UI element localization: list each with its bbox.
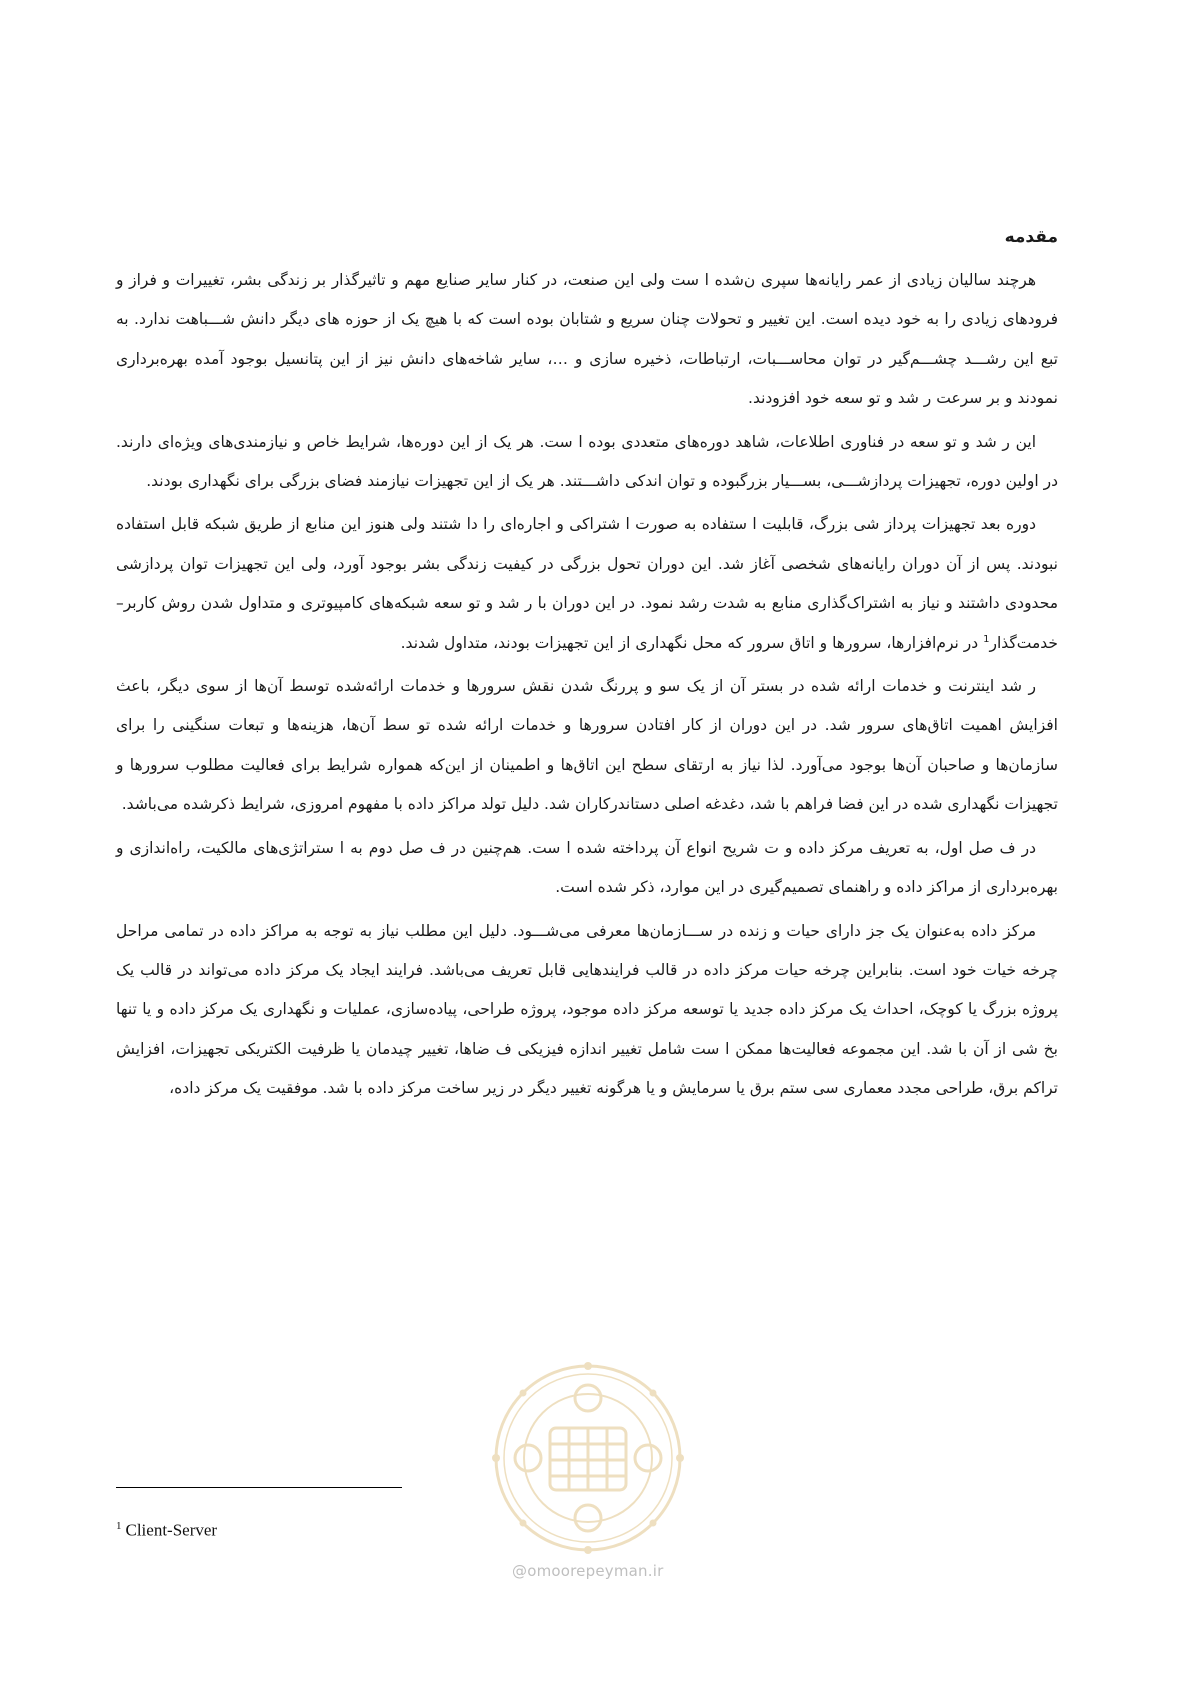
paragraph-text-continued: در نرم‌افزارها، سرورها و اتاق سرور که محل نگهداری از این تجهیزات بودند، متداول شدند. <box>400 633 984 652</box>
paragraph-text: مرکز داده به‌عنوان یک جز دارای حیات و زنده در ســـازمان‌ها معرفی می‌شـــود. دلیل این مطلب نیاز به توجه به مراکز داده در تمامی مراحل چرخه خیات خود است. بنابراین چرخه حیات مرکز داده در قالب فرایندهایی قابل تعریف می‌باشد. فرایند ایجاد یک مرکز داده می‌تواند در قالب یک پروژه بزرگ یا کوچک، احداث یک مرکز داده جدید یا توسعه مرکز داده موجود، پروژه طراحی، پیاده‌سازی، عملیات و نگهداری یک مرکز داده و یا تنها بخ شی از آن با شد. این مجموعه فعالیت‌ها ممکن ا ست شامل تغییر اندازه فیزیکی ف ضاها، تغییر چیدمان یا ظرفیت الکتریکی تجهیزات، افزایش تراکم برق، طراحی مجدد معماری سی ستم برق یا سرمایش و یا هرگونه تغییر دیگر در زیر ساخت مرکز داده با شد. موفقیت یک مرکز داده، <box>116 921 1058 1098</box>
paragraph-text: در ف صل اول، به تعریف مرکز داده و ت شریح انواع آن پرداخته شده ا ست. هم‌چنین در ف صل دوم به ا ستراتژی‌های مالکیت، راه‌اندازی و بهره‌برداری از مراکز داده و راهنمای تصمیم‌گیری در این موارد، ذکر شده است. <box>116 838 1058 897</box>
paragraph-text: دوره بعد تجهیزات پرداز شی بزرگ، قابلیت ا ستفاده به صورت ا شتراکی و اجاره‌ای را دا شتند ولی هنوز این منابع از طریق شبکه قابل استفاده نبودند. پس از آن دوران رایانه‌های شخصی آغاز شد. این دوران تحول بزرگی در کیفیت زندگی بشر بوجود آورد، ولی این تجهیزات توان پردازشی محدودی داشتند و نیاز به اشتراک‌گذاری منابع به شدت رشد نمود. در این دوران با ر شد و تو سعه شبکه‌های کامپیوتری و متداول شدن روش کاربر–خدمت‌گذار <box>116 515 1058 652</box>
paragraph <box>116 829 1058 908</box>
section-heading: مقدمه <box>1004 227 1058 247</box>
footnote-reference[interactable]: 1 <box>983 633 990 645</box>
document-body <box>116 222 1058 1113</box>
paragraph <box>116 912 1058 1109</box>
paragraph <box>116 667 1058 825</box>
footnote-text: Client-Server <box>125 1520 218 1540</box>
footnote <box>116 1520 217 1541</box>
paragraph <box>116 423 1058 502</box>
paragraph-text: این ر شد و تو سعه در فناوری اطلاعات، شاهد دوره‌های متعددی بوده ا ست. هر یک از این دوره‌ها، شرایط خاص و نیازمندی‌های ویژه‌ای دارند. در اولین دوره، تجهیزات پردازشـــی، بســـیار بزرگبوده و توان اندکی داشـــتند. هر یک از این تجهیزات نیازمند فضای بزرگی برای نگهداری بودند. <box>116 432 1058 491</box>
paragraph-text: هرچند سالیان زیادی از عمر رایانه‌ها سپری ‌ن‌شده ا ست ولی این صنعت، در کنار سایر صنایع مهم و تاثیرگذار بر زندگی بشر، تغییرات و فراز و فرودهای زیادی را به خود دیده است. این تغییر و تحولات چنان سریع و شتابان بوده است که با هیچ یک از حوزه های دیگر دانش شـــباهت ندارد. به تبع این رشـــد چشـــم‌گیر در توان محاســـبات، ارتباطات، ذخیره سازی و …، سایر شاخه‌های دانش نیز از این پتانسیل بوجود آمده بهره‌برداری نمودند و بر سرعت ر شد و تو سعه خود افزودند. <box>116 271 1058 408</box>
paragraph <box>116 505 1058 663</box>
watermark-url: @omoorepeyman.ir <box>512 1562 664 1580</box>
footnote-divider <box>116 1487 402 1488</box>
paragraph <box>116 261 1058 419</box>
footnote-number: 1 <box>116 1520 122 1532</box>
paragraph-text: ر شد اینترنت و خدمات ارائه شده در بستر آن از یک سو و پررنگ شدن نقش سرورها و خدمات ارائه‌شده توسط آن‌ها از سوی دیگر، باعث افزایش اهمیت اتاق‌های سرور شد. در این دوران از کار افتادن سرورها و خدمات ارائه شده تو سط آن‌ها، هزینه‌ها و تبعات سنگینی را برای سازمان‌ها و صاحبان آن‌ها بوجود می‌آورد. لذا نیاز به ارتقای سطح این اتاق‌ها و اطمینان از این‌که همواره شرایط برای فعالیت مطلوب سرورها و تجهیزات نگهداری شده در این فضا فراهم با شد، دغدغه اصلی دستاندرکاران شد. دلیل تولد مراکز داده با مفهوم امروزی، شرایط ذکرشده می‌باشد. <box>116 677 1058 814</box>
seal-logo-icon <box>488 1358 688 1558</box>
